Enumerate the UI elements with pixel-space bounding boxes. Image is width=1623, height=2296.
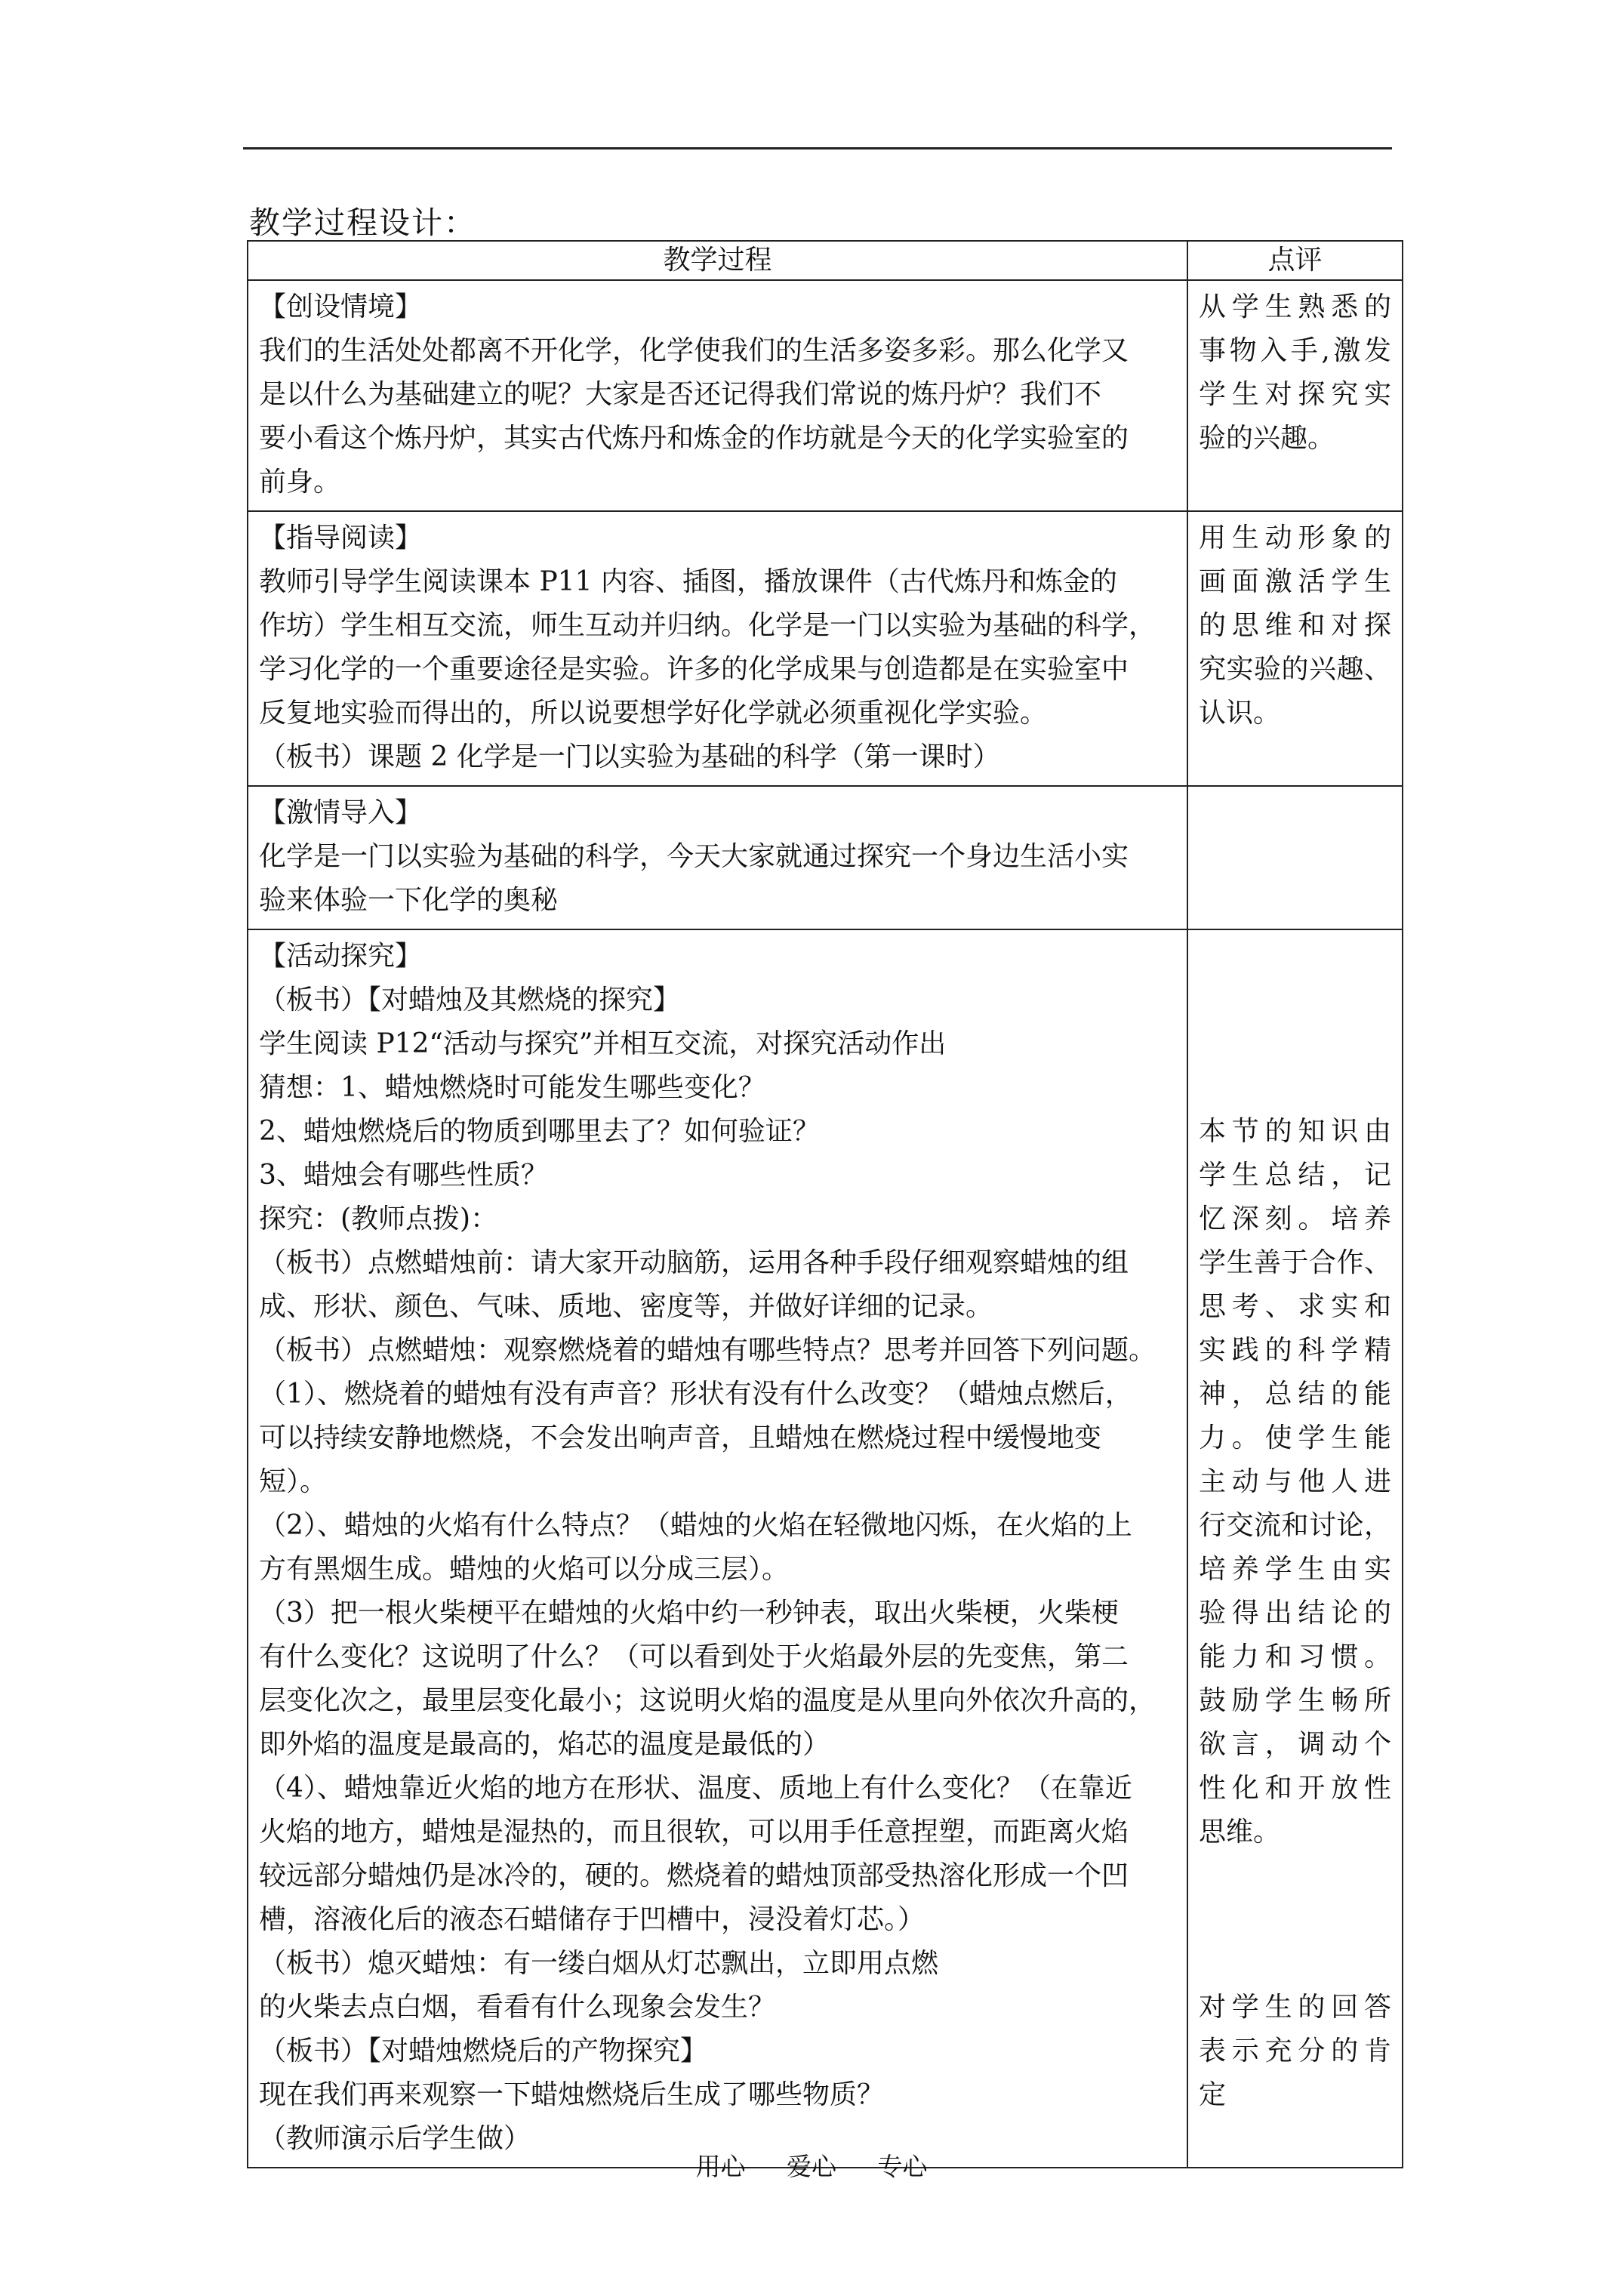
process-line: 2、蜡烛燃烧后的物质到哪里去了？如何验证？ [259,1116,820,1147]
header-process: 教学过程 [248,241,1187,280]
comment-line: 能力和习惯。 [1199,1641,1391,1672]
comment-line: 主动与他人进 [1199,1466,1391,1497]
process-line: 是以什么为基础建立的呢？大家是否还记得我们常说的炼丹炉？我们不 [259,379,1102,410]
process-line: 3、蜡烛会有哪些性质？ [259,1160,548,1191]
comment-line: 神，总结的能 [1199,1379,1391,1410]
page-footer [0,2147,1623,2183]
process-line: 【指导阅读】 [259,522,423,553]
comment-line: 验的兴趣。 [1199,423,1335,454]
comment-cell [1187,929,1403,2168]
comment-line: 验得出结论的 [1199,1598,1391,1629]
process-line: 教师引导学生阅读课本 P11 内容、插图，播放课件（古代炼丹和炼金的 [259,566,1117,597]
process-line: 探究：(教师点拨)： [259,1203,498,1234]
comment-line: 从学生熟悉的 [1199,291,1391,322]
comment-line: 思考、求实和 [1199,1291,1391,1322]
process-line: 学习化学的一个重要途径是实验。许多的化学成果与创造都是在实验室中 [259,654,1129,685]
process-cell [248,929,1187,2168]
comment-spacer [1199,1854,1391,1986]
table-row [248,929,1403,2168]
comment-block [1199,1110,1391,1854]
comment-line: 忆深刻。培养 [1199,1203,1391,1234]
process-line: （板书）【对蜡烛及其燃烧的探究】 [259,985,681,1015]
process-line: （1）、燃烧着的蜡烛有没有声音？形状有没有什么改变？（蜡烛点燃后， [259,1379,1132,1410]
process-line: （板书）点燃蜡烛：观察燃烧着的蜡烛有哪些特点？思考并回答下列问题。 [259,1335,1156,1366]
process-cell [248,786,1187,929]
comment-cell-empty [1187,786,1403,929]
comment-line: 行交流和讨论， [1199,1510,1391,1541]
comment-line: 画面激活学生 [1199,566,1391,597]
section-heading: 教学过程设计： [249,205,476,241]
comment-line: 对学生的回答 [1199,1992,1391,2023]
process-line: 【激情导入】 [259,797,423,828]
comment-line: 鼓励学生畅所 [1199,1685,1391,1716]
comment-line: 实践的科学精 [1199,1335,1391,1366]
process-line: 火焰的地方，蜡烛是湿热的，而且很软，可以用手任意捏塑，而距离火焰 [259,1817,1129,1848]
process-line: （板书）点燃蜡烛前：请大家开动脑筋，运用各种手段仔细观察蜡烛的组 [259,1247,1129,1278]
process-line: （教师演示后学生做） [259,2123,531,2154]
comment-line: 欲言，调动个 [1199,1729,1391,1760]
comment-cell [1187,511,1403,786]
comment-line: 性化和开放性 [1199,1773,1391,1804]
comment-line: 学生对探究实 [1199,379,1391,410]
comment-line: 力。使学生能 [1199,1422,1391,1453]
footer-text: 用心 [695,2152,746,2181]
process-line: （板书）【对蜡烛燃烧后的产物探究】 [259,2036,708,2066]
process-line: 层变化次之，最里层变化最小；这说明火焰的温度是从里向外依次升高的， [259,1685,1156,1716]
comment-line: 定 [1199,2079,1227,2110]
process-line: 方有黑烟生成。蜡烛的火焰可以分成三层）。 [259,1554,790,1585]
process-line: 【创设情境】 [259,291,423,322]
process-line: 短）。 [259,1466,328,1497]
process-line: 猜想：1、蜡烛燃烧时可能发生哪些变化？ [259,1072,765,1103]
comment-line: 思维。 [1199,1817,1281,1848]
comment-line: 认识。 [1199,698,1281,729]
process-line: 现在我们再来观察一下蜡烛燃烧后生成了哪些物质？ [259,2079,885,2110]
process-line: 反复地实验而得出的，所以说要想学好化学就必须重视化学实验。 [259,698,1048,729]
lesson-table [247,240,1403,2168]
process-line: 槽，溶液化后的液态石蜡储存于凹槽中，浸没着灯芯。） [259,1904,925,1935]
process-line: 有什么变化？这说明了什么？（可以看到处于火焰最外层的先变焦，第二 [259,1641,1129,1672]
table-row [248,280,1403,511]
process-line: 较远部分蜡烛仍是冰冷的，硬的。燃烧着的蜡烛顶部受热溶化形成一个凹 [259,1860,1129,1891]
process-line: 要小看这个炼丹炉，其实古代炼丹和炼金的作坊就是今天的化学实验室的 [259,423,1129,454]
process-line: 即外焰的温度是最高的，焰芯的温度是最低的） [259,1729,830,1760]
comment-cell [1187,280,1403,511]
process-line: 前身。 [259,467,341,498]
process-cell [248,511,1187,786]
process-line: （板书）熄灭蜡烛：有一缕白烟从灯芯飘出，立即用点燃 [259,1948,939,1979]
comment-line: 究实验的兴趣、 [1199,654,1391,685]
process-line: （3）把一根火柴梗平在蜡烛的火焰中约一秒钟表，取出火柴梗，火柴梗 [259,1598,1119,1629]
header-rule [243,147,1392,149]
comment-line: 的思维和对探 [1199,610,1391,641]
footer-text: 专心 [877,2152,928,2181]
process-line: 成、形状、颜色、气味、质地、密度等，并做好详细的记录。 [259,1291,993,1322]
comment-line: 用生动形象的 [1199,522,1391,553]
process-line: （4）、蜡烛靠近火焰的地方在形状、温度、质地上有什么变化？（在靠近 [259,1773,1132,1804]
process-line: 的火柴去点白烟，看看有什么现象会发生？ [259,1992,776,2023]
header-comment: 点评 [1187,241,1403,280]
process-line: 验来体验一下化学的奥秘 [259,885,559,916]
comment-line: 事物入手,激发 [1199,335,1391,366]
comment-line: 本节的知识由 [1199,1116,1391,1147]
process-line: （2）、蜡烛的火焰有什么特点？（蜡烛的火焰在轻微地闪烁，在火焰的上 [259,1510,1132,1541]
process-line: 【活动探究】 [259,941,423,972]
comment-line: 表示充分的肯 [1199,2036,1391,2066]
comment-line: 学生善于合作、 [1199,1247,1391,1278]
comment-spacer [1199,935,1391,1110]
process-line: 作坊）学生相互交流，师生互动并归纳。化学是一门以实验为基础的科学， [259,610,1156,641]
process-cell [248,280,1187,511]
table-header-row [248,241,1403,280]
table-row [248,511,1403,786]
process-line: 学生阅读 P12“活动与探究”并相互交流，对探究活动作出 [259,1028,947,1059]
footer-text: 爱心 [787,2152,836,2181]
process-line: 我们的生活处处都离不开化学，化学使我们的生活多姿多彩。那么化学又 [259,335,1129,366]
process-line: 可以持续安静地燃烧，不会发出响声音，且蜡烛在燃烧过程中缓慢地变 [259,1422,1102,1453]
process-line: 化学是一门以实验为基础的科学，今天大家就通过探究一个身边生活小实 [259,841,1129,872]
process-line: （板书）课题 2 化学是一门以实验为基础的科学（第一课时） [259,741,1000,772]
comment-line: 学生总结，记 [1199,1160,1391,1191]
table-row [248,786,1403,929]
comment-block [1199,1986,1391,2117]
comment-line: 培养学生由实 [1199,1554,1391,1585]
